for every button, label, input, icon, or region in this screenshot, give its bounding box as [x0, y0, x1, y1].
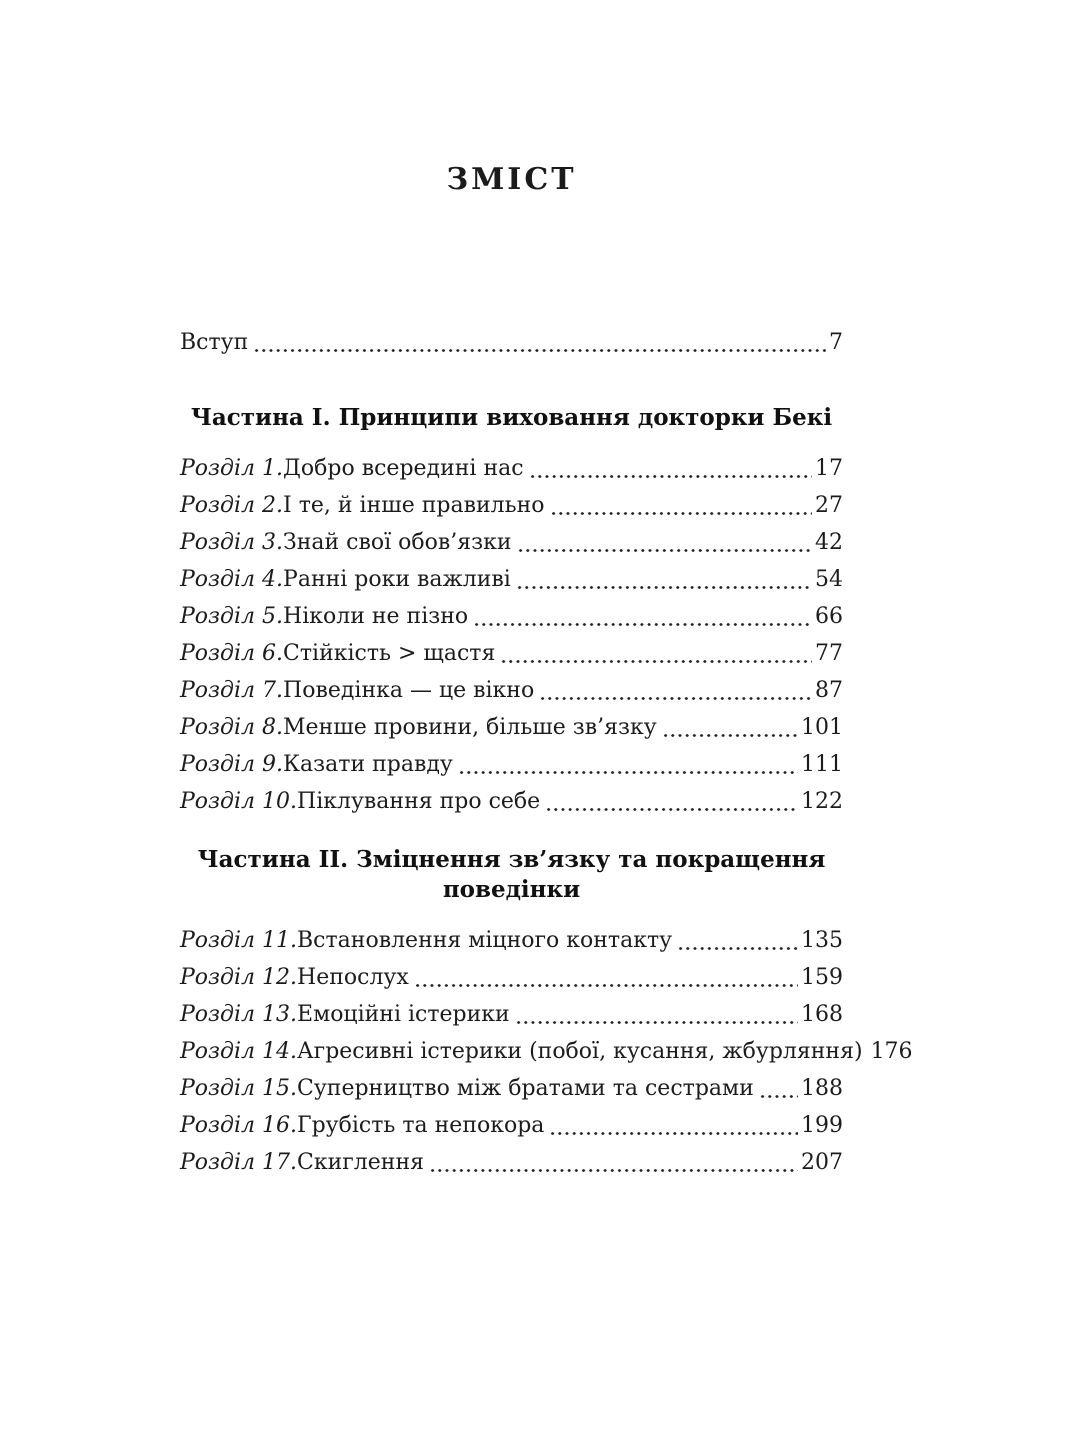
page-number: 168 [801, 1002, 843, 1027]
page-number: 176 [870, 1039, 913, 1064]
page-number: 87 [815, 678, 843, 703]
intro-label: Вступ [180, 330, 249, 355]
chapter-label: Розділ 3. [180, 530, 284, 555]
dot-leader [500, 635, 812, 672]
dot-leader [515, 996, 798, 1033]
dot-leader [549, 1107, 798, 1144]
chapter-label: Розділ 16. [180, 1113, 298, 1138]
toc-row [180, 450, 843, 487]
page-number: 122 [801, 789, 843, 814]
chapter-label: Розділ 8. [180, 715, 284, 740]
page-number: 17 [815, 456, 843, 481]
chapter-label: Розділ 17. [180, 1150, 298, 1175]
part-2-heading: Частина II. Зміцнення зв’язку та покращення поведінки [197, 846, 826, 903]
page-number: 207 [801, 1150, 843, 1175]
chapter-title: Скиглення [297, 1150, 424, 1175]
chapter-title: Добро всередині нас [283, 456, 524, 481]
chapter-label: Розділ 14. [180, 1039, 298, 1064]
part-2-chapter-list [180, 922, 913, 1181]
toc-row [180, 598, 843, 635]
chapter-title: Ніколи не пізно [283, 604, 469, 629]
chapter-title: Суперництво між братами та сестрами [297, 1076, 754, 1101]
page-number: 66 [815, 604, 843, 629]
toc-row [180, 959, 843, 996]
chapter-label: Розділ 5. [180, 604, 284, 629]
dot-leader [677, 922, 798, 959]
page-number: 27 [815, 493, 843, 518]
chapter-title: Поведінка — це вікно [283, 678, 535, 703]
chapter-title: Емоційні істерики [297, 1002, 510, 1027]
chapter-label: Розділ 15. [180, 1076, 298, 1101]
page-number: 199 [801, 1113, 843, 1138]
chapter-title: Ранні роки важливі [283, 567, 511, 592]
dot-leader [529, 450, 812, 487]
toc-row [180, 635, 843, 672]
part-1-chapter-list [180, 450, 843, 820]
page-number: 77 [815, 641, 843, 666]
page-number: 135 [801, 928, 843, 953]
dot-leader [414, 959, 798, 996]
dot-leader [458, 746, 798, 783]
dot-leader [517, 524, 812, 561]
toc-row-intro [180, 324, 843, 361]
chapter-label: Розділ 12. [180, 965, 298, 990]
toc-row [180, 487, 843, 524]
toc-row [180, 672, 843, 709]
toc-row [180, 1144, 843, 1181]
page-number: 188 [801, 1076, 843, 1101]
part-1-heading: Частина I. Принципи виховання докторки Бекі [190, 404, 833, 431]
chapter-label: Розділ 11. [180, 928, 298, 953]
page-number: 159 [801, 965, 843, 990]
dot-leader [473, 598, 812, 635]
chapter-label: Розділ 6. [180, 641, 284, 666]
chapter-title: Піклування про себе [297, 789, 541, 814]
dot-leader [545, 783, 798, 820]
chapter-title: Казати правду [283, 752, 453, 777]
toc-row [180, 1107, 843, 1144]
page-number: 42 [815, 530, 843, 555]
chapter-label: Розділ 13. [180, 1002, 298, 1027]
dot-leader [759, 1070, 798, 1107]
toc-row [180, 709, 843, 746]
dot-leader [550, 487, 813, 524]
page-number: 101 [801, 715, 843, 740]
dot-leader [539, 672, 812, 709]
page-number: 111 [801, 752, 843, 777]
toc-row [180, 783, 843, 820]
intro-page-number: 7 [829, 330, 843, 355]
chapter-label: Розділ 2. [180, 493, 284, 518]
page-number: 54 [815, 567, 843, 592]
dot-leader [429, 1144, 798, 1181]
toc-row [180, 1070, 843, 1107]
chapter-label: Розділ 1. [180, 456, 284, 481]
chapter-title: Стійкість > щастя [283, 641, 496, 666]
toc-row [180, 1033, 913, 1070]
chapter-title: Знай свої обов’язки [283, 530, 512, 555]
dot-leader [516, 561, 812, 598]
chapter-title: Агресивні істерики (побої, кусання, жбурляння) [297, 1039, 863, 1064]
chapter-label: Розділ 7. [180, 678, 284, 703]
toc-row [180, 561, 843, 598]
dot-leader [662, 709, 798, 746]
toc-row [180, 524, 843, 561]
chapter-title: І те, й інше правильно [283, 493, 545, 518]
chapter-label: Розділ 4. [180, 567, 284, 592]
chapter-title: Встановлення міцного контакту [297, 928, 673, 953]
dot-leader [253, 324, 826, 361]
chapter-title: Менше провини, більше зв’язку [283, 715, 657, 740]
chapter-title: Грубість та непокора [297, 1113, 545, 1138]
chapter-label: Розділ 10. [180, 789, 298, 814]
toc-row [180, 922, 843, 959]
toc-row [180, 746, 843, 783]
chapter-label: Розділ 9. [180, 752, 284, 777]
toc-row [180, 996, 843, 1033]
chapter-title: Непослух [297, 965, 409, 990]
page-title: ЗМІСТ [446, 162, 577, 197]
